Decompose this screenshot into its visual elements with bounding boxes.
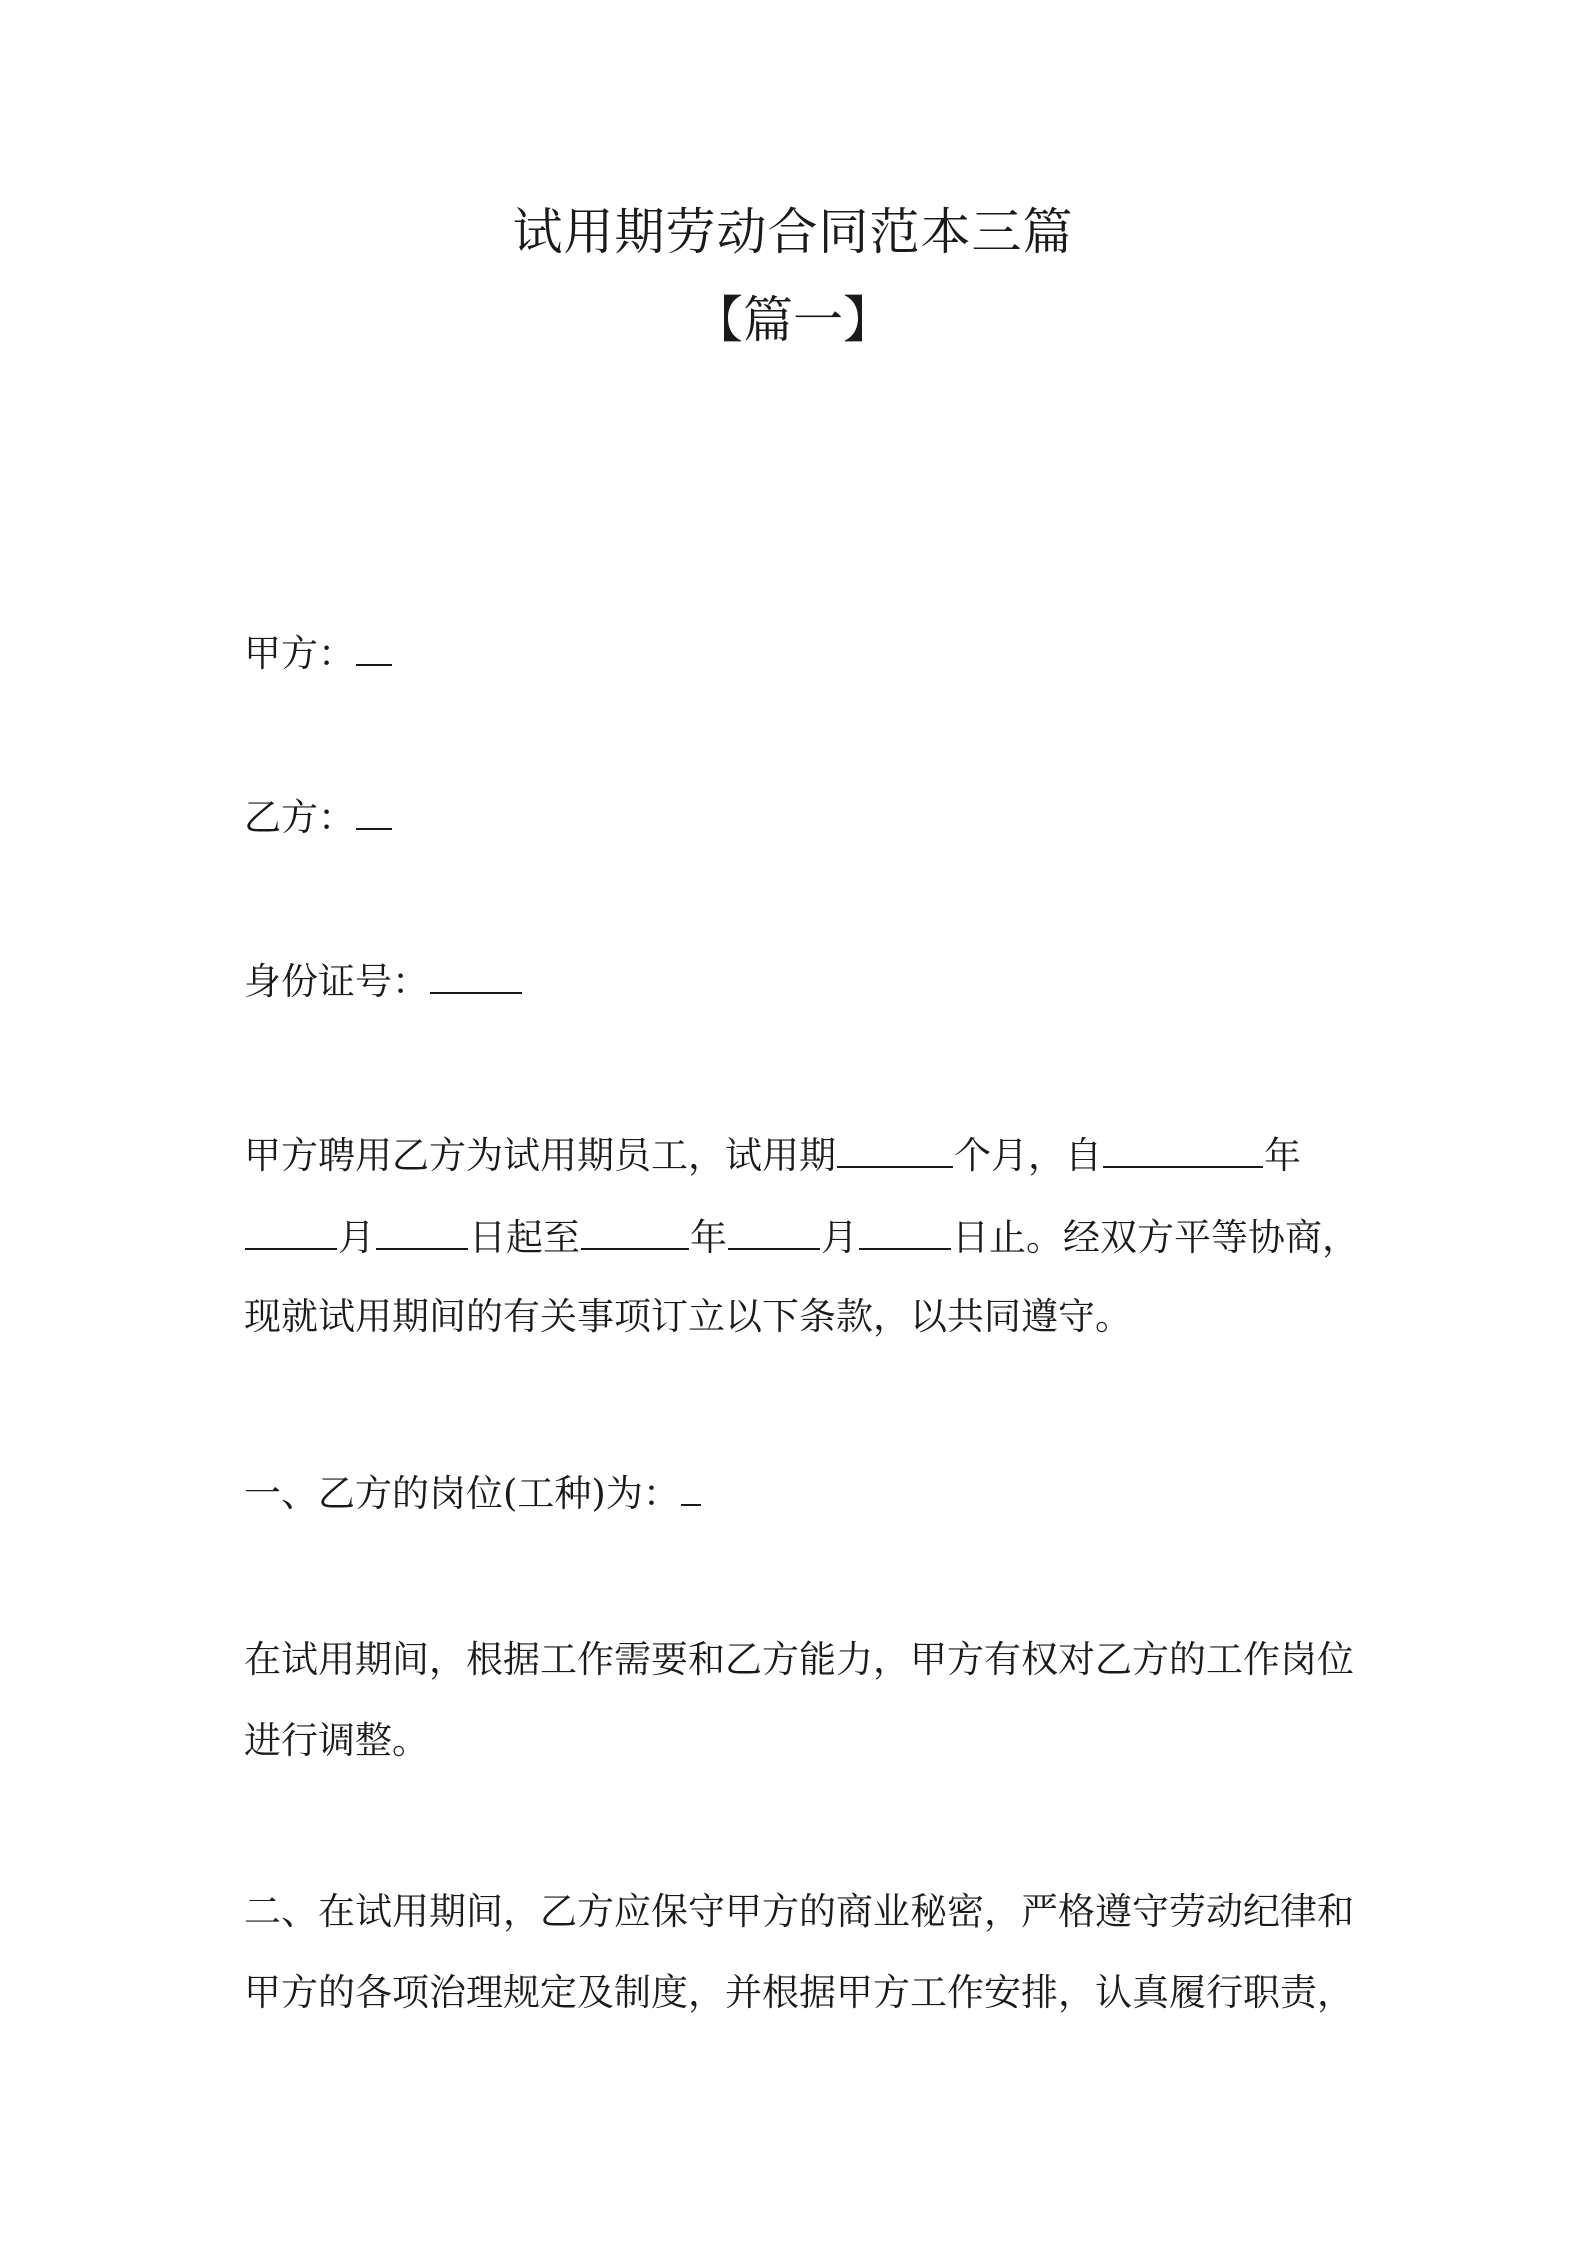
position-blank [681, 1468, 701, 1506]
clause-1-line [244, 1468, 1354, 1518]
clause-2-line: 二、在试用期间，乙方应保守甲方的商业秘密，严格遵守劳动纪律和 [244, 1890, 1354, 1933]
blank-field [376, 1212, 468, 1250]
text-segment: 日起至 [469, 1216, 580, 1259]
id-number-blank [430, 956, 522, 994]
text-segment: 甲方聘用乙方为试用期员工，试用期 [244, 1134, 836, 1177]
party-a-line [244, 628, 1354, 678]
paragraph-line: 在试用期间，根据工作需要和乙方能力，甲方有权对乙方的工作岗位 [244, 1638, 1354, 1681]
paragraph-line: 现就试用期间的有关事项订立以下条款，以共同遵守。 [244, 1295, 1132, 1338]
party-b-blank [356, 792, 392, 830]
blank-field [728, 1212, 820, 1250]
text-segment: 日止。经双方平等协商， [952, 1216, 1359, 1259]
section-heading: 【篇一】 [693, 291, 893, 349]
party-a-blank [356, 628, 392, 666]
text-segment: 月 [821, 1216, 858, 1259]
blank-field [1103, 1130, 1263, 1168]
id-number-label: 身份证号： [244, 960, 429, 1003]
blank-field [859, 1212, 951, 1250]
document-title: 试用期劳动合同范本三篇 [512, 203, 1074, 261]
text-segment: 年 [690, 1216, 727, 1259]
id-number-line [244, 956, 1354, 1006]
party-b-label: 乙方： [244, 796, 355, 839]
paragraph-line: 进行调整。 [244, 1719, 429, 1762]
text-segment: 年 [1264, 1134, 1301, 1177]
party-b-line [244, 792, 1354, 842]
clause-2-line: 甲方的各项治理规定及制度，并根据甲方工作安排，认真履行职责， [244, 1971, 1354, 2014]
paragraph-line [244, 1130, 1354, 1180]
party-a-label: 甲方： [244, 632, 355, 675]
text-segment: 个月，自 [954, 1134, 1102, 1177]
clause-1-text: 一、乙方的岗位(工种)为： [244, 1472, 680, 1515]
paragraph-line [244, 1212, 1359, 1262]
text-segment: 月 [338, 1216, 375, 1259]
blank-field [245, 1212, 337, 1250]
blank-field [581, 1212, 689, 1250]
blank-field [837, 1130, 953, 1168]
